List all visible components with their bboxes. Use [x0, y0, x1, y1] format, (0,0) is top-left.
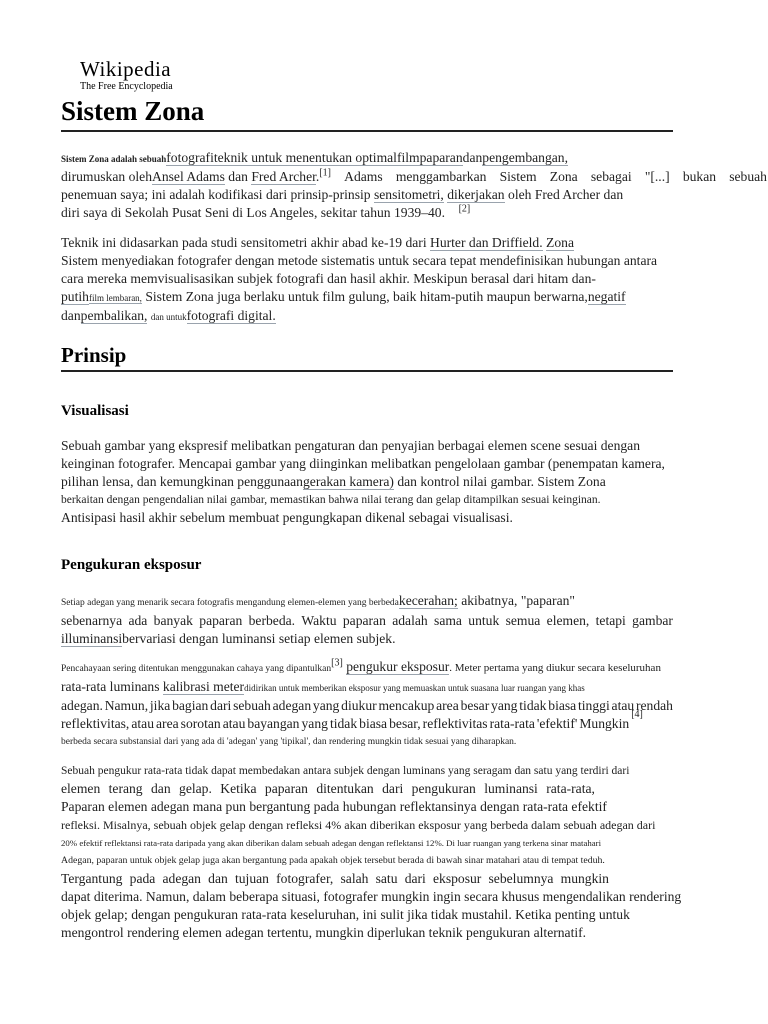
- text-line: objek gelap; dengan pengukuran rata-rata keseluruhan, ini sulit jika tidak mustahil. Ketika penting untuk: [61, 907, 630, 922]
- word: bagian: [172, 698, 209, 713]
- text-line: [61, 630, 673, 648]
- word: Zona: [549, 169, 578, 184]
- word: 'efektif': [536, 716, 578, 731]
- text-line: [61, 204, 673, 222]
- word: Namun,: [104, 698, 149, 713]
- link-ansel-adams[interactable]: Ansel Adams: [152, 169, 225, 184]
- text-line: [61, 186, 673, 204]
- word: reflektivitas: [422, 716, 488, 731]
- word: area: [156, 716, 179, 731]
- text-line: [61, 288, 673, 307]
- text-line: mengontrol rendering elemen adegan tertentu, mungkin diperlukan teknik pengukuran alternatif.: [61, 925, 587, 940]
- section-heading-prinsip: Prinsip: [61, 343, 127, 367]
- link-teknik[interactable]: teknik untuk menentukan optimal: [213, 150, 397, 165]
- word: Mungkin: [579, 716, 630, 731]
- text-line: Adegan, paparan untuk objek gelap juga akan bergantung pada apakah objek tersebut berada di bawah sinar matahari atau di tempat teduh.: [61, 855, 605, 866]
- text-line: 20% efektif reflektansi rata-rata daripada yang akan diberikan dalam sebuah adegan dengan reflektansi 12%. Di luar ruangan yang terkena sinar matahari: [61, 838, 602, 848]
- text: Pencahayaan sering ditentukan menggunakan cahaya yang dipantulkan: [61, 664, 332, 674]
- word: atau: [222, 716, 246, 731]
- text-line: [61, 592, 673, 612]
- word: paparan: [342, 613, 386, 628]
- text: .: [315, 169, 320, 184]
- word: reflektivitas,: [61, 716, 130, 731]
- text-line: refleksi. Misalnya, sebuah objek gelap dengan refleksi 4% akan diberikan eksposur yang berbeda dalam sebuah adegan dari: [61, 818, 656, 832]
- text-line: dapat diterima. Namun, dalam beberapa situasi, fotografer mungkin ingin secara khusus mengendalikan rendering: [61, 889, 682, 904]
- citation-4[interactable]: [4]: [631, 709, 643, 720]
- link-fotografi-digital[interactable]: fotografi digital.: [186, 308, 276, 323]
- word: mencakup: [378, 698, 435, 713]
- link-illuminansi[interactable]: illuminansi: [61, 631, 123, 646]
- text-line: Sebuah gambar yang ekspresif melibatkan pengaturan dan penyajian berbagai elemen scene sesuai dengan: [61, 438, 641, 453]
- word: pengukuran: [411, 781, 476, 796]
- word: ada: [128, 613, 148, 628]
- text-line: [61, 307, 673, 326]
- title-rule: [61, 130, 673, 132]
- word: jika: [149, 698, 171, 713]
- word: besar,: [389, 716, 421, 731]
- text: Teknik ini didasarkan pada studi sensitometri akhir abad ke-19 dari: [61, 235, 427, 250]
- eksposur-paragraph-2: [61, 658, 673, 751]
- word: sebuah: [729, 169, 767, 184]
- word: paparan: [264, 781, 308, 796]
- word: Tergantung: [61, 871, 123, 886]
- word: sebagai: [590, 169, 632, 184]
- text: oleh Fred Archer dan: [508, 187, 624, 202]
- citation-3[interactable]: [3]: [331, 657, 343, 669]
- word: dan: [208, 871, 228, 886]
- word: eksposur: [433, 871, 482, 886]
- word: Adams: [344, 169, 383, 184]
- word: "[...]: [644, 169, 670, 184]
- logo-wordmark: Wikipedia: [80, 57, 172, 81]
- link-pembalikan[interactable]: pembalikan,: [80, 308, 148, 323]
- text-line: [61, 870, 609, 888]
- section-rule: [61, 370, 673, 372]
- text-line: berkaitan dengan pengendalian nilai gambar, memastikan bahwa nilai terang dan gelap ditampilkan sesuai keinginan.: [61, 494, 601, 506]
- text-line: [61, 678, 673, 697]
- link-pengukur-eksposur[interactable]: pengukur eksposur: [346, 659, 450, 674]
- word: diukur: [341, 698, 377, 713]
- subheading-visualisasi: Visualisasi: [61, 403, 129, 419]
- link-fotografi[interactable]: fotografi: [166, 150, 214, 165]
- link-dikerjakan[interactable]: dikerjakan: [447, 187, 505, 202]
- link-pengembangan[interactable]: pengembangan,: [482, 150, 568, 165]
- page-title: Sistem Zona: [61, 96, 205, 126]
- word: adalah: [392, 613, 428, 628]
- text-line: keinginan fotografer. Mencapai gambar yang diinginkan melibatkan pengelolaan gambar (penempatan kamera,: [61, 456, 665, 471]
- text: akibatnya, "paparan": [461, 593, 575, 608]
- text: Setiap adegan yang menarik secara fotografis mengandung elemen-elemen yang berbeda: [61, 598, 399, 608]
- eksposur-paragraph-1: [61, 592, 673, 648]
- text: diri saya di Sekolah Pusat Seni di Los Angeles, sekitar tahun 1939–40.: [61, 205, 445, 220]
- word: rendah: [635, 698, 673, 713]
- word: pada: [129, 871, 156, 886]
- link-fred-archer[interactable]: Fred Archer: [251, 169, 316, 184]
- link-negatif[interactable]: negatif: [587, 289, 626, 304]
- text: penemuan saya; ini adalah kodifikasi dari prinsip-prinsip: [61, 187, 371, 202]
- word: tinggi: [578, 698, 610, 713]
- word: rata-rata,: [546, 781, 595, 796]
- word: tidak: [519, 698, 547, 713]
- text-line: [61, 168, 767, 186]
- intro-paragraph-2: [61, 234, 673, 326]
- word: dan: [151, 781, 171, 796]
- word: adegan.: [61, 698, 103, 713]
- word: sama: [434, 613, 462, 628]
- word: fotografer,: [276, 871, 334, 886]
- word: salah: [340, 871, 369, 886]
- word: luminansi: [484, 781, 538, 796]
- word: sorotan: [180, 716, 221, 731]
- word: gambar: [632, 613, 673, 628]
- text-line: Paparan elemen adegan mana pun bergantung pada hubungan reflektansinya dengan rata-rata efektif: [61, 799, 607, 814]
- text: dan kontrol nilai gambar. Sistem Zona: [397, 474, 606, 489]
- link-kalibrasi-meter[interactable]: kalibrasi meter: [162, 679, 245, 694]
- word: yang: [301, 716, 328, 731]
- text: rata-rata luminans: [61, 679, 160, 694]
- word: sebuah: [233, 698, 271, 713]
- word: elemen,: [546, 613, 590, 628]
- link-film-lembaran[interactable]: film lembaran,: [88, 293, 142, 303]
- word: banyak: [153, 613, 193, 628]
- text: dan untuk: [150, 312, 187, 322]
- word: atau: [611, 698, 635, 713]
- eksposur-paragraph-3: [61, 762, 682, 942]
- intro-paragraph-1: [61, 149, 767, 222]
- word: atau: [131, 716, 154, 731]
- word: rata-rata: [489, 716, 535, 731]
- word: menggambarkan: [395, 169, 487, 184]
- link-gerakan-kamera[interactable]: gerakan kamera): [302, 474, 394, 489]
- text: bervariasi dengan luminansi setiap elemen subjek.: [122, 631, 396, 646]
- word: gelap.: [179, 781, 212, 796]
- wikipedia-logo[interactable]: [80, 58, 173, 93]
- text: dan: [462, 150, 483, 165]
- text-line: [61, 612, 673, 630]
- text: dan: [228, 169, 248, 184]
- subheading-pengukuran-eksposur: Pengukuran eksposur: [61, 557, 202, 573]
- word: elemen: [61, 781, 101, 796]
- text-line: Sebuah pengukur rata-rata tidak dapat membedakan antara subjek dengan luminans yang seragam dan satu yang terdiri dari: [61, 765, 630, 777]
- word: terang: [108, 781, 143, 796]
- word: yang: [491, 698, 518, 713]
- text-line: [61, 780, 595, 798]
- link-hurter-driffield[interactable]: Hurter dan Driffield.: [430, 235, 543, 250]
- citation-2[interactable]: [2]: [458, 203, 471, 215]
- citation-1[interactable]: [1]: [319, 167, 331, 179]
- link-putih[interactable]: putih: [61, 289, 89, 304]
- word: berbeda.: [248, 613, 296, 628]
- word: tetapi: [595, 613, 626, 628]
- word: dari: [210, 698, 232, 713]
- text: pilihan lensa, dan kemungkinan penggunaan: [61, 474, 303, 489]
- text-line: berbeda secara substansial dari yang ada di 'adegan' yang 'tipikal', dan rendering mungkin tidak sesuai yang diharapkan.: [61, 737, 517, 747]
- word: adegan: [162, 871, 201, 886]
- logo-tagline: The Free Encyclopedia: [80, 81, 173, 92]
- word: sebelumnya: [488, 871, 554, 886]
- text-line: cara mereka memvisualisasikan subjek fotografi dan hasil akhir. Meskipun berasal dari hitam dan-: [61, 271, 596, 286]
- text: didirikan untuk memberikan eksposur yang memuaskan untuk suasana luar ruangan yang khas: [244, 683, 585, 693]
- word: dari: [382, 781, 404, 796]
- word: bayangan: [247, 716, 300, 731]
- word: sebenarnya: [61, 613, 123, 628]
- word: untuk: [468, 613, 500, 628]
- text-line: Sistem menyediakan fotografer dengan metode sistematis untuk secara tepat mendefinisikan hubungan antara: [61, 253, 658, 268]
- link-zona[interactable]: Zona: [546, 235, 574, 250]
- word: biasa: [548, 698, 577, 713]
- word: yang: [312, 698, 340, 713]
- link-paparan[interactable]: paparan: [419, 150, 463, 165]
- word: ditentukan: [316, 781, 374, 796]
- word: biasa: [359, 716, 388, 731]
- word: besar: [460, 698, 490, 713]
- word: Waktu: [301, 613, 337, 628]
- word: area: [436, 698, 459, 713]
- text-line: [61, 709, 643, 733]
- text-line: [61, 473, 673, 491]
- word: dari: [404, 871, 426, 886]
- lead-text: Sistem Zona adalah sebuah: [61, 154, 167, 164]
- text: . Meter pertama yang diukur secara keseluruhan: [449, 662, 661, 674]
- text-line: [61, 697, 673, 715]
- text: dan: [61, 308, 81, 323]
- word: adegan: [272, 698, 312, 713]
- text: Sistem Zona juga berlaku untuk film gulung, baik hitam-putih maupun berwarna,: [145, 289, 588, 304]
- word: tujuan: [234, 871, 269, 886]
- word: tidak: [329, 716, 358, 731]
- text-line: [61, 658, 673, 678]
- word: paparan: [199, 613, 243, 628]
- word: Sistem: [499, 169, 537, 184]
- link-kecerahan[interactable]: kecerahan;: [398, 593, 458, 608]
- word: bukan: [682, 169, 717, 184]
- link-sensitometri[interactable]: sensitometri,: [373, 187, 444, 202]
- visualisasi-paragraph: [61, 437, 673, 527]
- text-line: [61, 149, 673, 168]
- text-line: [61, 234, 673, 252]
- word: Ketika: [220, 781, 257, 796]
- word: mungkin: [560, 871, 609, 886]
- word: satu: [375, 871, 398, 886]
- text-line: Antisipasi hasil akhir sebelum membuat pengungkapan dikenal sebagai visualisasi.: [61, 510, 513, 525]
- word: semua: [505, 613, 541, 628]
- text: dirumuskan oleh: [61, 169, 152, 184]
- link-film[interactable]: film: [396, 150, 420, 165]
